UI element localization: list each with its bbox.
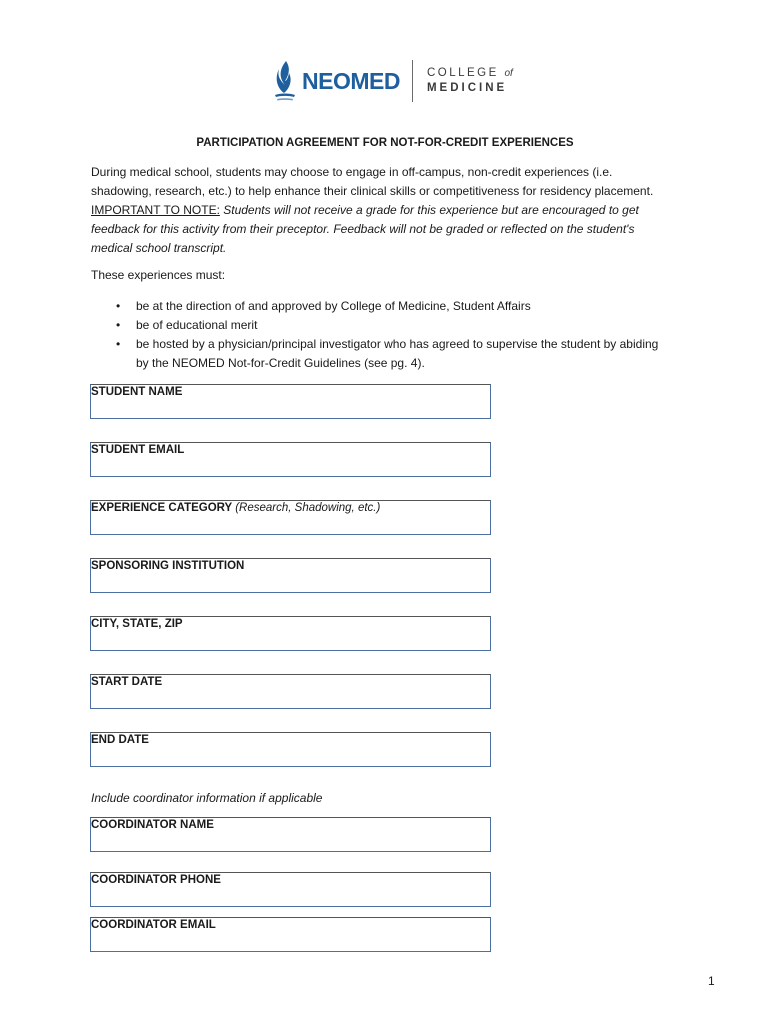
intro-paragraph — [91, 163, 661, 258]
field-label: START DATE — [91, 676, 163, 688]
student-name-field[interactable] — [90, 384, 491, 419]
important-note-text: Students will not receive a grade for this experience but are encouraged to get feedback for this activity from their preceptor. Feedback will not be graded or reflected on the student's medical school transcript. — [91, 203, 639, 255]
city-state-zip-field[interactable] — [90, 616, 491, 651]
college-line: COLLEGE of — [426, 67, 513, 79]
neomed-logo — [272, 58, 513, 104]
start-date-field[interactable] — [90, 674, 491, 709]
student-email-field[interactable] — [90, 442, 491, 477]
field-label: SPONSORING INSTITUTION — [91, 560, 245, 572]
coordinator-email-field[interactable] — [90, 917, 491, 952]
medicine-line: MEDICINE — [426, 81, 508, 94]
requirements-heading: These experiences must: — [91, 268, 226, 282]
page-title: PARTICIPATION AGREEMENT FOR NOT-FOR-CREDIT EXPERIENCES — [196, 137, 574, 149]
experience-category-field[interactable] — [90, 500, 491, 535]
field-label: COORDINATOR EMAIL — [91, 919, 216, 931]
field-label: STUDENT NAME — [91, 386, 183, 398]
field-label: END DATE — [91, 734, 149, 746]
college-wordmark — [427, 68, 513, 94]
page-number: 1 — [708, 974, 715, 988]
intro-text: During medical school, students may choose to engage in off-campus, non-credit experiences (i.e. shadowing, research, etc.) to help enhance their clinical skills or competitiveness for residency placement. — [91, 165, 654, 198]
field-label: STUDENT EMAIL — [91, 444, 185, 456]
list-item: • be of educational merit — [116, 316, 661, 335]
list-item: • be at the direction of and approved by College of Medicine, Student Affairs — [116, 297, 661, 316]
neomed-wordmark: NEOMED — [302, 67, 400, 94]
neomed-flame-icon — [272, 59, 298, 103]
field-label: COORDINATOR NAME — [91, 819, 214, 831]
field-hint: (Research, Shadowing, etc.) — [235, 502, 381, 514]
coordinator-name-field[interactable] — [90, 817, 491, 852]
requirements-list — [116, 297, 661, 373]
field-label: CITY, STATE, ZIP — [91, 618, 183, 630]
list-item: • be hosted by a physician/principal investigator who has agreed to supervise the student by abiding by the NEOMED Not-for-Credit Guidelines (see pg. 4). — [116, 335, 661, 373]
field-label: COORDINATOR PHONE — [91, 874, 221, 886]
coordinator-note: Include coordinator information if applicable — [91, 791, 323, 805]
logo-divider — [412, 60, 413, 102]
field-label: EXPERIENCE CATEGORY (Research, Shadowing, etc.) — [91, 502, 381, 514]
important-note-label: IMPORTANT TO NOTE: — [91, 203, 220, 217]
sponsoring-institution-field[interactable] — [90, 558, 491, 593]
coordinator-phone-field[interactable] — [90, 872, 491, 907]
end-date-field[interactable] — [90, 732, 491, 767]
